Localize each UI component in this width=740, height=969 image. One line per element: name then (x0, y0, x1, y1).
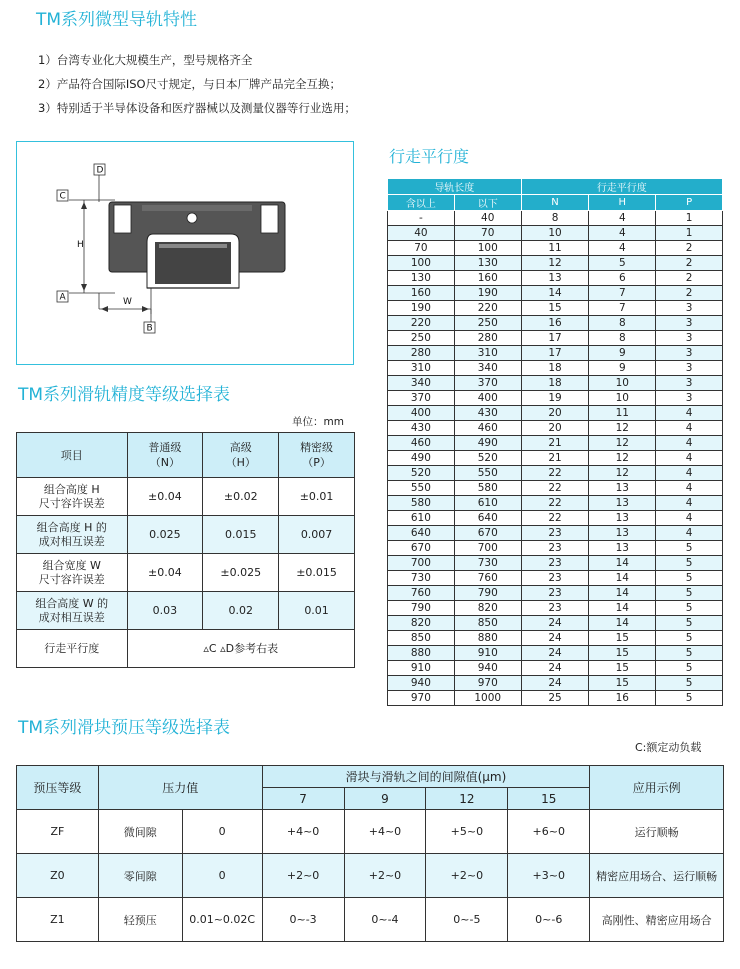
parallelism-row (388, 571, 723, 586)
parallelism-cell: 1000 (454, 691, 521, 706)
parallelism-cell: 12 (589, 436, 656, 451)
parallelism-cell: 15 (589, 661, 656, 676)
parallelism-cell: 13 (589, 481, 656, 496)
parallelism-row (388, 346, 723, 361)
parallelism-cell: 4 (589, 226, 656, 241)
parallelism-cell: 610 (388, 511, 455, 526)
preload-clearance-value: +5~0 (426, 810, 508, 854)
preload-clearance-value: +2~0 (344, 854, 426, 898)
parallelism-cell: 23 (521, 556, 589, 571)
prec-header-precision: 精密级 （P） (279, 433, 355, 478)
parallelism-cell: 3 (656, 346, 723, 361)
preload-force-value: 0 (182, 810, 262, 854)
parallelism-cell: 12 (589, 421, 656, 436)
parallelism-cell: 640 (454, 511, 521, 526)
preload-size-15: 15 (508, 788, 590, 810)
parallelism-row (388, 541, 723, 556)
parallelism-cell: 310 (454, 346, 521, 361)
preload-note: C:额定动负载 (635, 741, 702, 754)
parallelism-cell: 580 (388, 496, 455, 511)
preload-clearance-value: 0~-5 (426, 898, 508, 942)
header-to: 以下 (454, 195, 521, 211)
parallelism-row (388, 226, 723, 241)
parallelism-row (388, 481, 723, 496)
preload-application: 高刚性、精密应用场合 (590, 898, 724, 942)
parallelism-cell: 430 (454, 406, 521, 421)
parallelism-cell: 220 (388, 316, 455, 331)
parallelism-row (388, 601, 723, 616)
prec-item-parallelism: 行走平行度 (17, 630, 128, 668)
parallelism-cell: 880 (388, 646, 455, 661)
parallelism-cell: 3 (656, 376, 723, 391)
parallelism-cell: 12 (589, 451, 656, 466)
prec-value: ±0.015 (279, 554, 355, 592)
prec-header-high: 高级 （H） (203, 433, 279, 478)
parallelism-row (388, 256, 723, 271)
preload-clearance-value: +2~0 (262, 854, 344, 898)
parallelism-cell: 70 (388, 241, 455, 256)
precision-unit: 单位：mm (292, 416, 344, 428)
parallelism-row (388, 391, 723, 406)
parallelism-cell: 13 (589, 541, 656, 556)
parallelism-row (388, 616, 723, 631)
preload-force-name: 零间隙 (98, 854, 182, 898)
parallelism-cell: 790 (388, 601, 455, 616)
parallelism-cell: 4 (656, 511, 723, 526)
preload-application: 精密应用场合、运行顺畅 (590, 854, 724, 898)
parallelism-cell: 2 (656, 286, 723, 301)
parallelism-cell: 910 (388, 661, 455, 676)
parallelism-cell: 23 (521, 571, 589, 586)
prec-item: 组合高度 W 的 成对相互误差 (17, 592, 128, 630)
parallelism-cell: 9 (589, 346, 656, 361)
parallelism-cell: 4 (589, 211, 656, 226)
parallelism-cell: 14 (589, 556, 656, 571)
prec-item: 组合高度 H 尺寸容许误差 (17, 478, 128, 516)
prec-value: ±0.04 (127, 478, 203, 516)
label-b: B (146, 323, 153, 334)
parallelism-cell: 4 (656, 496, 723, 511)
parallelism-cell: 2 (656, 271, 723, 286)
prec-value: 0.007 (279, 516, 355, 554)
parallelism-cell: 5 (589, 256, 656, 271)
parallelism-cell: 13 (589, 511, 656, 526)
parallelism-cell: 23 (521, 541, 589, 556)
parallelism-cell: 16 (589, 691, 656, 706)
header-p: P (656, 195, 723, 211)
parallelism-row (388, 376, 723, 391)
parallelism-cell: 7 (589, 286, 656, 301)
parallelism-row (388, 361, 723, 376)
parallelism-cell: 100 (388, 256, 455, 271)
label-c: C (59, 191, 66, 202)
parallelism-table (387, 178, 723, 706)
parallelism-cell: 23 (521, 601, 589, 616)
parallelism-cell: 5 (656, 646, 723, 661)
feature-3: 3）特别适于半导体设备和医疗器械以及测量仪器等行业选用； (38, 101, 356, 115)
parallelism-cell: 640 (388, 526, 455, 541)
parallelism-cell: 9 (589, 361, 656, 376)
parallelism-cell: 5 (656, 691, 723, 706)
parallelism-cell: 2 (656, 256, 723, 271)
parallelism-row (388, 661, 723, 676)
parallelism-cell: 24 (521, 616, 589, 631)
parallelism-cell: 8 (589, 316, 656, 331)
parallelism-cell: 3 (656, 361, 723, 376)
preload-force-value: 0 (182, 854, 262, 898)
parallelism-cell: 11 (521, 241, 589, 256)
parallelism-cell: 700 (388, 556, 455, 571)
parallelism-cell: 580 (454, 481, 521, 496)
prec-value: 0.01 (279, 592, 355, 630)
header-h: H (589, 195, 656, 211)
preload-size-7: 7 (262, 788, 344, 810)
preload-header-grade: 预压等级 (17, 766, 99, 810)
page-title: TM系列微型导轨特性 (36, 10, 198, 30)
parallelism-cell: 250 (454, 316, 521, 331)
parallelism-row (388, 526, 723, 541)
parallelism-cell: 160 (454, 271, 521, 286)
preload-header-application: 应用示例 (590, 766, 724, 810)
prec-value: ±0.01 (279, 478, 355, 516)
parallelism-cell: 700 (454, 541, 521, 556)
prec-value: 0.015 (203, 516, 279, 554)
parallelism-cell: 17 (521, 346, 589, 361)
parallelism-cell: 280 (454, 331, 521, 346)
prec-header-item: 项目 (17, 433, 128, 478)
parallelism-cell: 3 (656, 316, 723, 331)
parallelism-row (388, 586, 723, 601)
parallelism-cell: 550 (388, 481, 455, 496)
parallelism-row (388, 436, 723, 451)
parallelism-row (388, 286, 723, 301)
header-rail-length: 导轨长度 (388, 179, 522, 195)
parallelism-cell: 13 (521, 271, 589, 286)
parallelism-cell: 490 (388, 451, 455, 466)
header-running-parallelism: 行走平行度 (521, 179, 722, 195)
preload-clearance-value: +4~0 (262, 810, 344, 854)
parallelism-cell: 5 (656, 541, 723, 556)
carriage-block (109, 202, 285, 288)
preload-clearance-value: +3~0 (508, 854, 590, 898)
preload-size-12: 12 (426, 788, 508, 810)
parallelism-cell: 730 (388, 571, 455, 586)
parallelism-cell: 370 (454, 376, 521, 391)
parallelism-cell: 18 (521, 376, 589, 391)
parallelism-cell: 21 (521, 436, 589, 451)
rail-diagram-box (16, 141, 354, 365)
parallelism-cell: 11 (589, 406, 656, 421)
label-h: H (77, 240, 84, 250)
parallelism-cell: 340 (454, 361, 521, 376)
preload-grade: ZF (17, 810, 99, 854)
prec-item: 组合高度 H 的 成对相互误差 (17, 516, 128, 554)
parallelism-cell: 15 (521, 301, 589, 316)
parallelism-cell: 1 (656, 226, 723, 241)
parallelism-cell: 4 (656, 466, 723, 481)
preload-header-force: 压力值 (98, 766, 262, 810)
parallelism-title: 行走平行度 (389, 147, 470, 166)
header-from: 含以上 (388, 195, 455, 211)
prec-value: ±0.02 (203, 478, 279, 516)
parallelism-cell: 14 (589, 601, 656, 616)
parallelism-cell: 430 (388, 421, 455, 436)
parallelism-cell: 5 (656, 556, 723, 571)
preload-force-value: 0.01~0.02C (182, 898, 262, 942)
parallelism-cell: 460 (454, 421, 521, 436)
parallelism-cell: 4 (656, 406, 723, 421)
parallelism-cell: 40 (454, 211, 521, 226)
parallelism-cell: 370 (388, 391, 455, 406)
parallelism-row (388, 451, 723, 466)
prec-value: ±0.025 (203, 554, 279, 592)
parallelism-cell: - (388, 211, 455, 226)
parallelism-cell: 880 (454, 631, 521, 646)
parallelism-cell: 14 (589, 616, 656, 631)
parallelism-cell: 730 (454, 556, 521, 571)
prec-item: 组合宽度 W 尺寸容许误差 (17, 554, 128, 592)
parallelism-cell: 14 (589, 571, 656, 586)
parallelism-cell: 6 (589, 271, 656, 286)
prec-value: ±0.04 (127, 554, 203, 592)
parallelism-cell: 10 (589, 391, 656, 406)
parallelism-cell: 760 (388, 586, 455, 601)
parallelism-cell: 550 (454, 466, 521, 481)
feature-1: 1）台湾专业化大规模生产，型号规格齐全 (38, 53, 253, 67)
parallelism-cell: 20 (521, 421, 589, 436)
parallelism-cell: 850 (454, 616, 521, 631)
parallelism-cell: 400 (454, 391, 521, 406)
parallelism-cell: 12 (589, 466, 656, 481)
preload-grade: Z0 (17, 854, 99, 898)
parallelism-cell: 12 (521, 256, 589, 271)
parallelism-cell: 8 (521, 211, 589, 226)
preload-clearance-value: 0~-6 (508, 898, 590, 942)
parallelism-cell: 13 (589, 496, 656, 511)
parallelism-cell: 970 (454, 676, 521, 691)
parallelism-row (388, 301, 723, 316)
parallelism-row (388, 271, 723, 286)
parallelism-row (388, 556, 723, 571)
parallelism-cell: 17 (521, 331, 589, 346)
preload-clearance-value: +4~0 (344, 810, 426, 854)
parallelism-cell: 5 (656, 571, 723, 586)
parallelism-row (388, 211, 723, 226)
parallelism-cell: 4 (656, 526, 723, 541)
parallelism-cell: 14 (589, 586, 656, 601)
preload-size-9: 9 (344, 788, 426, 810)
preload-force-name: 微间隙 (98, 810, 182, 854)
parallelism-cell: 10 (589, 376, 656, 391)
parallelism-cell: 22 (521, 511, 589, 526)
parallelism-cell: 4 (656, 451, 723, 466)
parallelism-cell: 22 (521, 466, 589, 481)
parallelism-cell: 130 (388, 271, 455, 286)
parallelism-row (388, 676, 723, 691)
parallelism-row (388, 646, 723, 661)
preload-clearance-value: 0~-3 (262, 898, 344, 942)
preload-clearance-value: +2~0 (426, 854, 508, 898)
precision-title: TM系列滑轨精度等级选择表 (18, 385, 231, 405)
parallelism-cell: 23 (521, 526, 589, 541)
parallelism-cell: 520 (454, 451, 521, 466)
parallelism-cell: 4 (656, 436, 723, 451)
parallelism-cell: 3 (656, 331, 723, 346)
parallelism-cell: 520 (388, 466, 455, 481)
parallelism-cell: 14 (521, 286, 589, 301)
parallelism-cell: 5 (656, 661, 723, 676)
parallelism-cell: 190 (388, 301, 455, 316)
parallelism-cell: 820 (454, 601, 521, 616)
parallelism-cell: 15 (589, 676, 656, 691)
parallelism-cell: 5 (656, 616, 723, 631)
preload-clearance-value: +6~0 (508, 810, 590, 854)
preload-force-name: 轻预压 (98, 898, 182, 942)
parallelism-cell: 8 (589, 331, 656, 346)
parallelism-cell: 3 (656, 301, 723, 316)
parallelism-cell: 820 (388, 616, 455, 631)
precision-table (16, 432, 355, 668)
parallelism-cell: 15 (589, 646, 656, 661)
prec-parallelism-ref: ▵C ▵D参考右表 (127, 630, 354, 668)
parallelism-cell: 20 (521, 406, 589, 421)
parallelism-cell: 15 (589, 631, 656, 646)
parallelism-cell: 5 (656, 676, 723, 691)
parallelism-cell: 2 (656, 241, 723, 256)
parallelism-cell: 850 (388, 631, 455, 646)
label-w: W (123, 297, 132, 307)
prec-value: 0.025 (127, 516, 203, 554)
parallelism-cell: 7 (589, 301, 656, 316)
parallelism-cell: 24 (521, 646, 589, 661)
preload-grade: Z1 (17, 898, 99, 942)
parallelism-row (388, 691, 723, 706)
parallelism-cell: 340 (388, 376, 455, 391)
label-a: A (59, 292, 66, 303)
parallelism-cell: 1 (656, 211, 723, 226)
parallelism-cell: 4 (656, 421, 723, 436)
rail-cross-section-diagram (17, 142, 353, 364)
parallelism-cell: 490 (454, 436, 521, 451)
parallelism-cell: 3 (656, 391, 723, 406)
parallelism-cell: 4 (589, 241, 656, 256)
parallelism-cell: 130 (454, 256, 521, 271)
parallelism-cell: 70 (454, 226, 521, 241)
parallelism-cell: 10 (521, 226, 589, 241)
prec-header-normal: 普通级 （N） (127, 433, 203, 478)
parallelism-cell: 24 (521, 676, 589, 691)
parallelism-cell: 24 (521, 631, 589, 646)
parallelism-cell: 23 (521, 586, 589, 601)
parallelism-row (388, 496, 723, 511)
parallelism-cell: 160 (388, 286, 455, 301)
parallelism-row (388, 511, 723, 526)
parallelism-cell: 16 (521, 316, 589, 331)
preload-header-clearance: 滑块与滑轨之间的间隙值(μm) (262, 766, 590, 788)
preload-clearance-value: 0~-4 (344, 898, 426, 942)
header-n: N (521, 195, 589, 211)
parallelism-cell: 610 (454, 496, 521, 511)
parallelism-cell: 19 (521, 391, 589, 406)
parallelism-row (388, 421, 723, 436)
parallelism-cell: 790 (454, 586, 521, 601)
parallelism-cell: 5 (656, 601, 723, 616)
parallelism-cell: 460 (388, 436, 455, 451)
parallelism-cell: 310 (388, 361, 455, 376)
parallelism-cell: 25 (521, 691, 589, 706)
parallelism-cell: 100 (454, 241, 521, 256)
parallelism-row (388, 631, 723, 646)
prec-value: 0.02 (203, 592, 279, 630)
parallelism-cell: 910 (454, 646, 521, 661)
parallelism-cell: 220 (454, 301, 521, 316)
parallelism-cell: 190 (454, 286, 521, 301)
parallelism-cell: 670 (388, 541, 455, 556)
parallelism-cell: 22 (521, 481, 589, 496)
parallelism-cell: 940 (388, 676, 455, 691)
parallelism-cell: 18 (521, 361, 589, 376)
preload-application: 运行顺畅 (590, 810, 724, 854)
parallelism-cell: 670 (454, 526, 521, 541)
parallelism-cell: 940 (454, 661, 521, 676)
parallelism-cell: 5 (656, 631, 723, 646)
parallelism-cell: 4 (656, 481, 723, 496)
parallelism-cell: 22 (521, 496, 589, 511)
parallelism-cell: 21 (521, 451, 589, 466)
parallelism-cell: 400 (388, 406, 455, 421)
label-d: D (96, 165, 104, 176)
parallelism-cell: 970 (388, 691, 455, 706)
preload-table (16, 765, 724, 942)
parallelism-row (388, 466, 723, 481)
parallelism-row (388, 406, 723, 421)
parallelism-cell: 250 (388, 331, 455, 346)
prec-value: 0.03 (127, 592, 203, 630)
parallelism-row (388, 331, 723, 346)
preload-title: TM系列滑块预压等级选择表 (18, 718, 231, 738)
parallelism-row (388, 316, 723, 331)
parallelism-cell: 760 (454, 571, 521, 586)
parallelism-cell: 24 (521, 661, 589, 676)
feature-2: 2）产品符合国际ISO尺寸规定，与日本厂牌产品完全互换； (38, 77, 342, 91)
parallelism-cell: 13 (589, 526, 656, 541)
parallelism-row (388, 241, 723, 256)
parallelism-cell: 280 (388, 346, 455, 361)
parallelism-cell: 5 (656, 586, 723, 601)
parallelism-cell: 40 (388, 226, 455, 241)
